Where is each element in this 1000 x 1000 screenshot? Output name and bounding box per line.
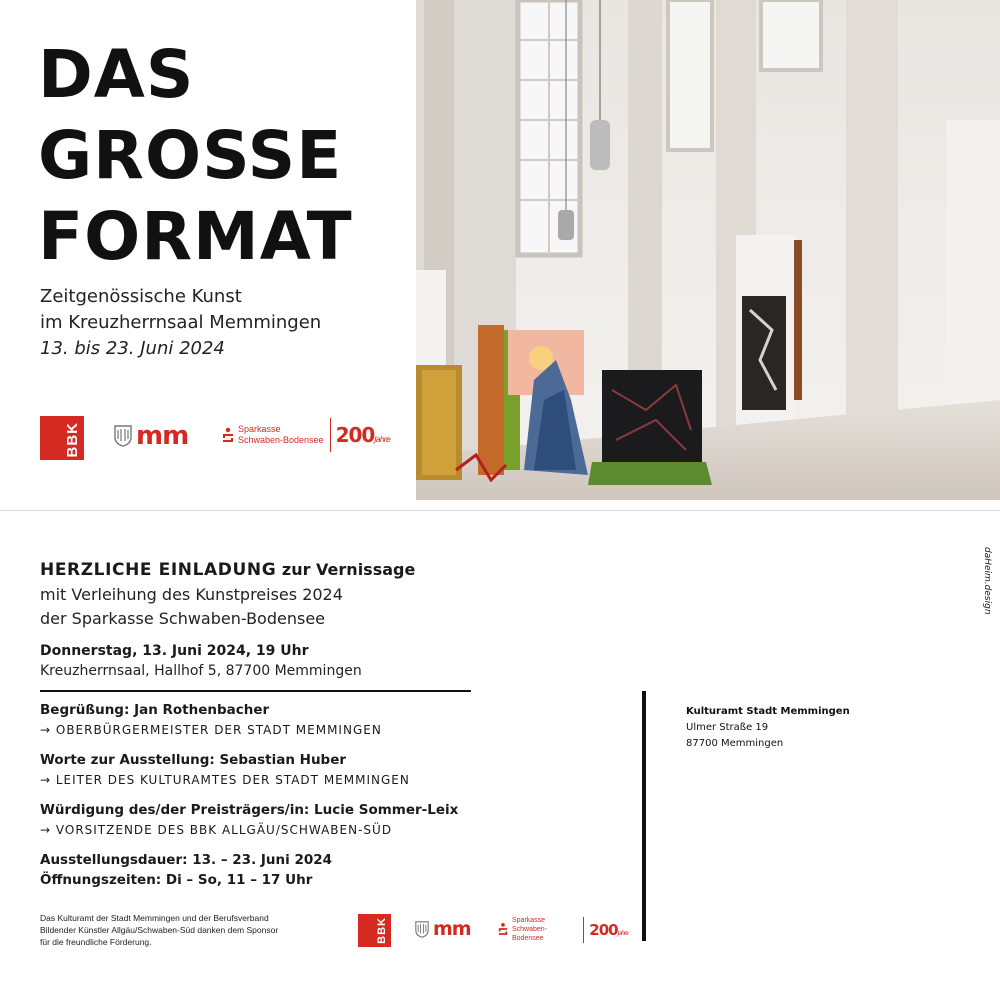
sparkasse-logo bbox=[222, 418, 390, 452]
exhibition-info bbox=[40, 850, 332, 890]
exhibition-dates: 13. bis 23. Juni 2024 bbox=[40, 338, 225, 359]
sponsor-thanks: Das Kulturamt der Stadt Memmingen und der Berufsverband Bildender Künstler Allgäu/Schwaben-Süd danken dem Sponsor für die freundliche Förderung. bbox=[40, 913, 279, 947]
exhibition-hall-photo bbox=[416, 0, 1000, 500]
invitation-heading: HERZLICHE EINLADUNG zur Vernissage bbox=[40, 560, 416, 580]
subtitle-line-2: im Kreuzherrnsaal Memmingen bbox=[40, 312, 322, 333]
event-location: Kreuzherrnsaal, Hallhof 5, 87700 Memmingen bbox=[40, 663, 362, 679]
sponsor-logos-back bbox=[358, 914, 628, 950]
invitation-line-2: mit Verleihung des Kunstpreises 2024 bbox=[40, 585, 343, 604]
sparkasse-s-icon bbox=[222, 427, 234, 443]
sparkasse-region: Schwaben-Bodensee bbox=[238, 435, 324, 445]
sparkasse-name: Sparkasse bbox=[512, 917, 546, 924]
sparkasse-name: Sparkasse bbox=[238, 424, 281, 434]
exhibition-title bbox=[38, 34, 353, 277]
program-item-title: Würdigung des/der Preisträgers/in: Lucie Sommer-Leix bbox=[40, 802, 459, 818]
city-crest-icon bbox=[114, 425, 132, 447]
exhibition-duration: Ausstellungsdauer: 13. – 23. Juni 2024 bbox=[40, 852, 333, 868]
program-item bbox=[40, 800, 480, 840]
bbk-logo: BBK bbox=[40, 416, 84, 460]
subtitle-line-1: Zeitgenössische Kunst bbox=[40, 286, 242, 307]
memmingen-logo: mm bbox=[415, 919, 471, 939]
sparkasse-s-icon bbox=[498, 922, 508, 938]
program-item-role: → VORSITZENDE DES BBK ALLGÄU/SCHWABEN-SÜD bbox=[40, 823, 393, 837]
recipient-address bbox=[686, 704, 850, 752]
sponsor-logos bbox=[40, 414, 400, 462]
program-item-role: → OBERBÜRGERMEISTER DER STADT MEMMINGEN bbox=[40, 723, 382, 737]
opening-hours: Öffnungszeiten: Di – So, 11 – 17 Uhr bbox=[40, 872, 313, 888]
bbk-logo: BBK bbox=[358, 914, 391, 947]
address-street: Ulmer Straße 19 bbox=[686, 722, 769, 733]
invitation-block bbox=[40, 557, 415, 681]
sparkasse-region: Schwaben-Bodensee bbox=[512, 926, 548, 942]
city-crest-icon bbox=[415, 921, 429, 938]
program-item bbox=[40, 750, 480, 790]
memmingen-logo: mm bbox=[114, 422, 188, 450]
program-item-role: → LEITER DES KULTURAMTES DER STADT MEMMINGEN bbox=[40, 773, 410, 787]
invitation-line-3: der Sparkasse Schwaben-Bodensee bbox=[40, 609, 326, 628]
program-item-title: Worte zur Ausstellung: Sebastian Huber bbox=[40, 752, 347, 768]
exhibition-subtitle bbox=[40, 284, 321, 362]
postcard-back bbox=[0, 511, 1000, 1000]
title-line-3: FORMAT bbox=[38, 198, 353, 275]
address-org: Kulturamt Stadt Memmingen bbox=[686, 706, 850, 717]
section-rule bbox=[40, 690, 471, 692]
program-item bbox=[40, 700, 480, 740]
program-list bbox=[40, 700, 480, 850]
design-credit: daHeim.design bbox=[982, 547, 992, 615]
sparkasse-logo bbox=[498, 916, 628, 943]
jubilee-mark: 200Jahre bbox=[335, 423, 390, 447]
logo-separator bbox=[583, 917, 584, 943]
address-divider bbox=[642, 691, 646, 941]
address-city: 87700 Memmingen bbox=[686, 738, 784, 749]
title-line-1: DAS bbox=[38, 36, 195, 113]
program-item-title: Begrüßung: Jan Rothenbacher bbox=[40, 702, 270, 718]
title-line-2: GROSSE bbox=[38, 117, 343, 194]
logo-separator bbox=[330, 418, 331, 452]
jubilee-mark: 200Jahre bbox=[589, 920, 628, 939]
event-date-time: Donnerstag, 13. Juni 2024, 19 Uhr bbox=[40, 643, 309, 659]
